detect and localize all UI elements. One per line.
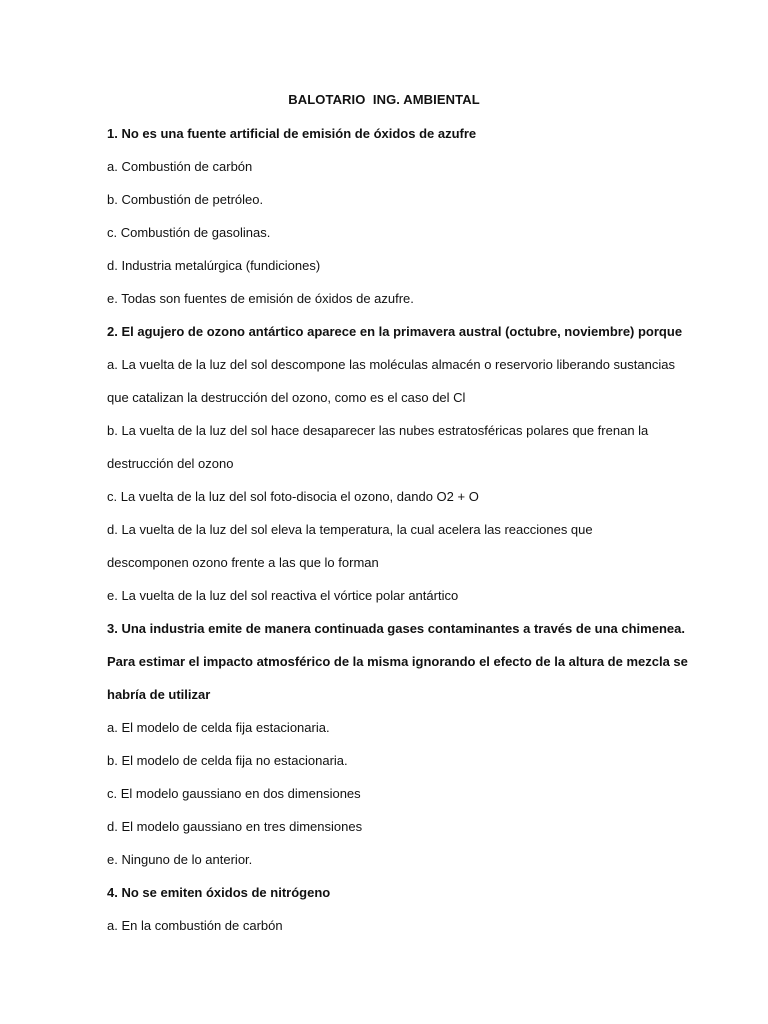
answer-option: a. Combustión de carbón (107, 159, 253, 174)
answer-option: e. Ninguno de lo anterior. (107, 852, 253, 867)
answer-option: d. El modelo gaussiano en tres dimensiones (107, 819, 363, 834)
answer-option: b. La vuelta de la luz del sol hace desaparecer las nubes estratosféricas polares que frenan la (107, 423, 649, 438)
answer-option: que catalizan la destrucción del ozono, como es el caso del Cl (107, 390, 466, 405)
answer-option: a. En la combustión de carbón (107, 918, 283, 933)
answer-option: destrucción del ozono (107, 456, 234, 471)
answer-option: b. Combustión de petróleo. (107, 192, 264, 207)
question-text: 2. El agujero de ozono antártico aparece en la primavera austral (octubre, noviembre) porque (107, 324, 683, 339)
answer-option: descomponen ozono frente a las que lo forman (107, 555, 379, 570)
document-title: BALOTARIO ING. AMBIENTAL (288, 92, 480, 107)
answer-option: a. El modelo de celda fija estacionaria. (107, 720, 330, 735)
answer-option: d. La vuelta de la luz del sol eleva la temperatura, la cual acelera las reacciones que (107, 522, 593, 537)
question-text: 1. No es una fuente artificial de emisión de óxidos de azufre (107, 126, 477, 141)
answer-option: c. La vuelta de la luz del sol foto-disocia el ozono, dando O2 + O (107, 489, 479, 504)
question-text: 3. Una industria emite de manera continuada gases contaminantes a través de una chimenea. (107, 621, 685, 636)
answer-option: e. Todas son fuentes de emisión de óxidos de azufre. (107, 291, 414, 306)
answer-option: d. Industria metalúrgica (fundiciones) (107, 258, 321, 273)
question-text: 4. No se emiten óxidos de nitrógeno (107, 885, 331, 900)
answer-option: a. La vuelta de la luz del sol descompone las moléculas almacén o reservorio liberando sustancias (107, 357, 675, 372)
answer-option: b. El modelo de celda fija no estacionaria. (107, 753, 348, 768)
answer-option: e. La vuelta de la luz del sol reactiva el vórtice polar antártico (107, 588, 459, 603)
answer-option: c. Combustión de gasolinas. (107, 225, 271, 240)
answer-option: c. El modelo gaussiano en dos dimensiones (107, 786, 361, 801)
question-text: Para estimar el impacto atmosférico de la misma ignorando el efecto de la altura de mezcla se (107, 654, 688, 669)
question-text: habría de utilizar (107, 687, 211, 702)
